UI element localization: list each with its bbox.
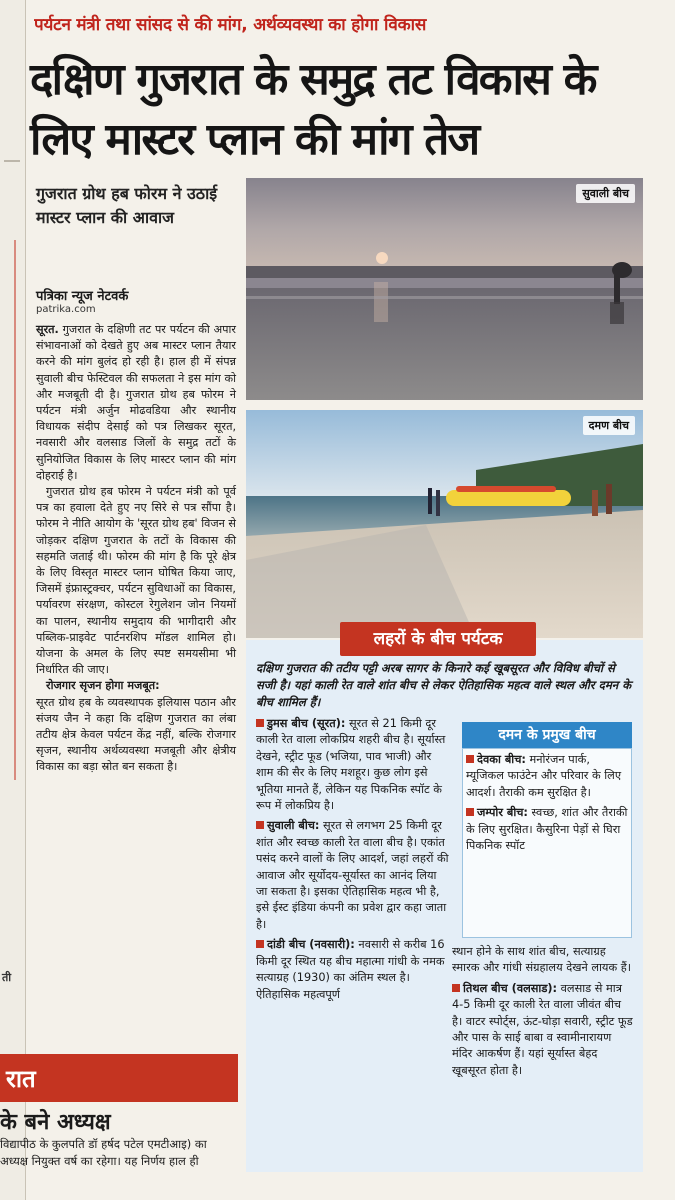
- other-story-headline: के बने अध्यक्ष: [0, 1110, 111, 1135]
- beach-entry-devka: [466, 752, 628, 801]
- dandi-continued: स्थान होने के साथ शांत बीच, सत्याग्रह स्मारक और गांधी संग्रहालय देखने लायक हैं।: [452, 945, 632, 975]
- headline: दक्षिण गुजरात के समुद्र तट विकास के लिए मास्टर प्लान की मांग तेज: [30, 54, 596, 165]
- subheading: रोजगार सृजन होगा मजबूत:: [46, 679, 160, 693]
- byline: पत्रिका न्यूज नेटवर्क: [36, 289, 129, 304]
- kicker: पर्यटन मंत्री तथा सांसद से की मांग, अर्थव्यवस्था का होगा विकास: [34, 15, 427, 35]
- byline-site: patrika.com: [36, 304, 96, 315]
- beach-description: नवसारी से करीब 16 किमी दूर स्थित यह बीच महात्मा गांधी के नमक सत्याग्रह (1930) का अंतिम स्थल है। ऐतिहासिक महत्वपूर्ण: [256, 938, 445, 1001]
- beach-entry-suvali: [256, 818, 450, 933]
- bullet-square-icon: [466, 808, 474, 816]
- beach-entry-jampore: [466, 805, 628, 854]
- paragraph: सूरत ग्रोथ हब के व्यवस्थापक इलियास पठान और संजय जैन ने कहा कि दक्षिण गुजरात का लंबा तटीय क्षेत्र केवल पर्यटन केंद्र नहीं, बल्कि रोजगार सृजन, स्थानीय अर्थव्यवस्था मजबूती और क्षेत्रीय विकास का बड़ा स्रोत बन सकता है।: [36, 695, 236, 774]
- info-box-title: लहरों के बीच पर्यटक: [340, 622, 536, 656]
- beach-description: सूरत से 21 किमी दूर काली रेत वाला लोकप्रिय शहरी बीच है। सूर्यास्त देखने, स्ट्रीट फूड (भजिया, पाव भाजी) और शाम की सैर के लिए मशहूर। कुछ लोग इसे भूतिया मानते हैं, लेकिन यह पिकनिक स्पॉट के रूप में लोकप्रिय है।: [256, 717, 446, 813]
- bullet-square-icon: [452, 984, 460, 992]
- beach-description: वलसाड से मात्र 4-5 किमी दूर काली रेत वाला जीवंत बीच है। वाटर स्पोर्ट्स, ऊंट-घोड़ा सवारी, स्ट्रीट फूड और पास के साई बाबा व स्वामीनारायण मंदिर आकर्षण हैं। यहां सूर्यास्त बेहद खूबसूरत होता है।: [452, 981, 633, 1077]
- beach-list-left: [256, 716, 450, 1007]
- bullet-square-icon: [256, 719, 264, 727]
- beach-entry-dumas: [256, 716, 450, 814]
- daman-beach-list: [466, 752, 628, 858]
- suvali-beach-photo: [246, 178, 643, 400]
- bullet-square-icon: [256, 821, 264, 829]
- beach-description: मनोरंजन पार्क, म्यूजिकल फाउंटेन और परिवार के लिए आदर्श। तैराकी कम सुरक्षित है।: [466, 753, 622, 799]
- daman-beach-photo: [246, 410, 643, 638]
- photo-caption-tag: सुवाली बीच: [576, 184, 635, 203]
- column-rule: [4, 160, 20, 162]
- beach-entry-tithal: [452, 981, 634, 1079]
- bullet-square-icon: [256, 940, 264, 948]
- beach-name: देवका बीच:: [477, 753, 526, 766]
- deck: गुजरात ग्रोथ हब फोरम ने उठाई मास्टर प्लान की आवाज: [36, 184, 218, 227]
- margin-word: ती: [2, 971, 12, 984]
- daman-beaches-heading: दमन के प्रमुख बीच: [462, 722, 632, 748]
- beach-name: डुमस बीच (सूरत):: [267, 717, 346, 730]
- beach-list-right: [452, 944, 634, 1083]
- beach-name: तिथल बीच (वलसाड):: [463, 981, 558, 995]
- beach-name: सुवाली बीच:: [267, 819, 320, 833]
- previous-column-edge: [0, 0, 26, 1200]
- margin-rule: [14, 240, 16, 780]
- beach-description: सूरत से लगभग 25 किमी दूर शांत और स्वच्छ काली रेत वाला बीच है। एकांत पसंद करने वालों के लिए आदर्श, जहां लहरों की आवाज और सूर्योदय-सूर्यास्त का आनंद लिया जा सकता है। इसका ऐतिहासिक महत्व भी है, इसे ईस्ट इंडिया कंपनी का प्रवेश द्वार कहा जाता है।: [256, 819, 449, 931]
- paragraph-text: गुजरात के दक्षिणी तट पर पर्यटन की अपार संभावनाओं को देखते हुए अब मास्टर प्लान तैयार करने की मांग बुलंद हो रही है। हाल ही में संपन्न सुवाली बीच फेस्टिवल की सफलता ने इस मांग को और मजबूती दी है। गुजरात ग्रोथ हब फोरम ने पर्यटन मंत्री अर्जुन मोढवडिया और स्थानीय विधायक संदीप देसाई को पत्र लिखकर सूरत, नवसारी और वलसाड जिलों के समुद्र तटों के सुनियोजित विकास के लिए मास्टर प्लान की मांग दोहराई है।: [36, 323, 236, 482]
- dateline: सूरत.: [36, 323, 59, 336]
- beach-description: स्वच्छ, शांत और तैराकी के लिए सुरक्षित। कैसुरिना पेड़ों से घिरा पिकनिक स्पॉट: [466, 806, 628, 853]
- article-body: [36, 322, 236, 776]
- bullet-square-icon: [466, 755, 474, 763]
- paragraph: गुजरात ग्रोथ हब फोरम ने पर्यटन मंत्री को पूर्व पत्र का हवाला देते हुए नए सिरे से पत्र सौंपा है। फोरम ने नीति आयोग के 'सूरत ग्रोथ हब' विजन से जोड़कर दक्षिण गुजरात के तटों के विकास की सहमति जताई थी। फोरम की मांग है कि पूरे क्षेत्र के लिए विस्तृत मास्टर प्लान घोषित किया जाए, जिसमें इंफ्रास्ट्रक्चर, पर्यटन सुविधाओं का विकास, पर्यावरण संरक्षण, कोस्टल रेगुलेशन जोन नियमों का पालन, स्थानीय समुदाय की भागीदारी और पब्लिक-प्राइवेट पार्टनरशिप मॉडल शामिल हो। योजना के अमल के लिए स्पष्ट समयसीमा भी निर्धारित की जाए।: [36, 485, 236, 677]
- beach-name: दांडी बीच (नवसारी):: [267, 938, 355, 952]
- beach-entry-dandi: [256, 937, 450, 1003]
- photo-caption-tag: दमण बीच: [583, 416, 635, 435]
- other-story-body: विद्यापीठ के कुलपति डॉ हर्षद पटेल एमटीआइ) का अध्यक्ष नियुक्त वर्ष का रहेगा। यह निर्णय हाल ही: [0, 1137, 207, 1168]
- sunset-beach-image: [246, 178, 643, 400]
- section-band-label: रात: [6, 1065, 36, 1093]
- info-box-intro: दक्षिण गुजरात की तटीय पट्टी अरब सागर के किनारे कई खूबसूरत और विविध बीचों से सजी है। यहां काली रेत वाले शांत बीच से लेकर ऐतिहासिक महत्व वाले स्थल और दमन के बीच शामिल हैं।: [256, 661, 632, 709]
- paragraph: [36, 322, 236, 484]
- beach-name: जम्पोर बीच:: [477, 806, 528, 820]
- daman-beach-image: [246, 410, 643, 638]
